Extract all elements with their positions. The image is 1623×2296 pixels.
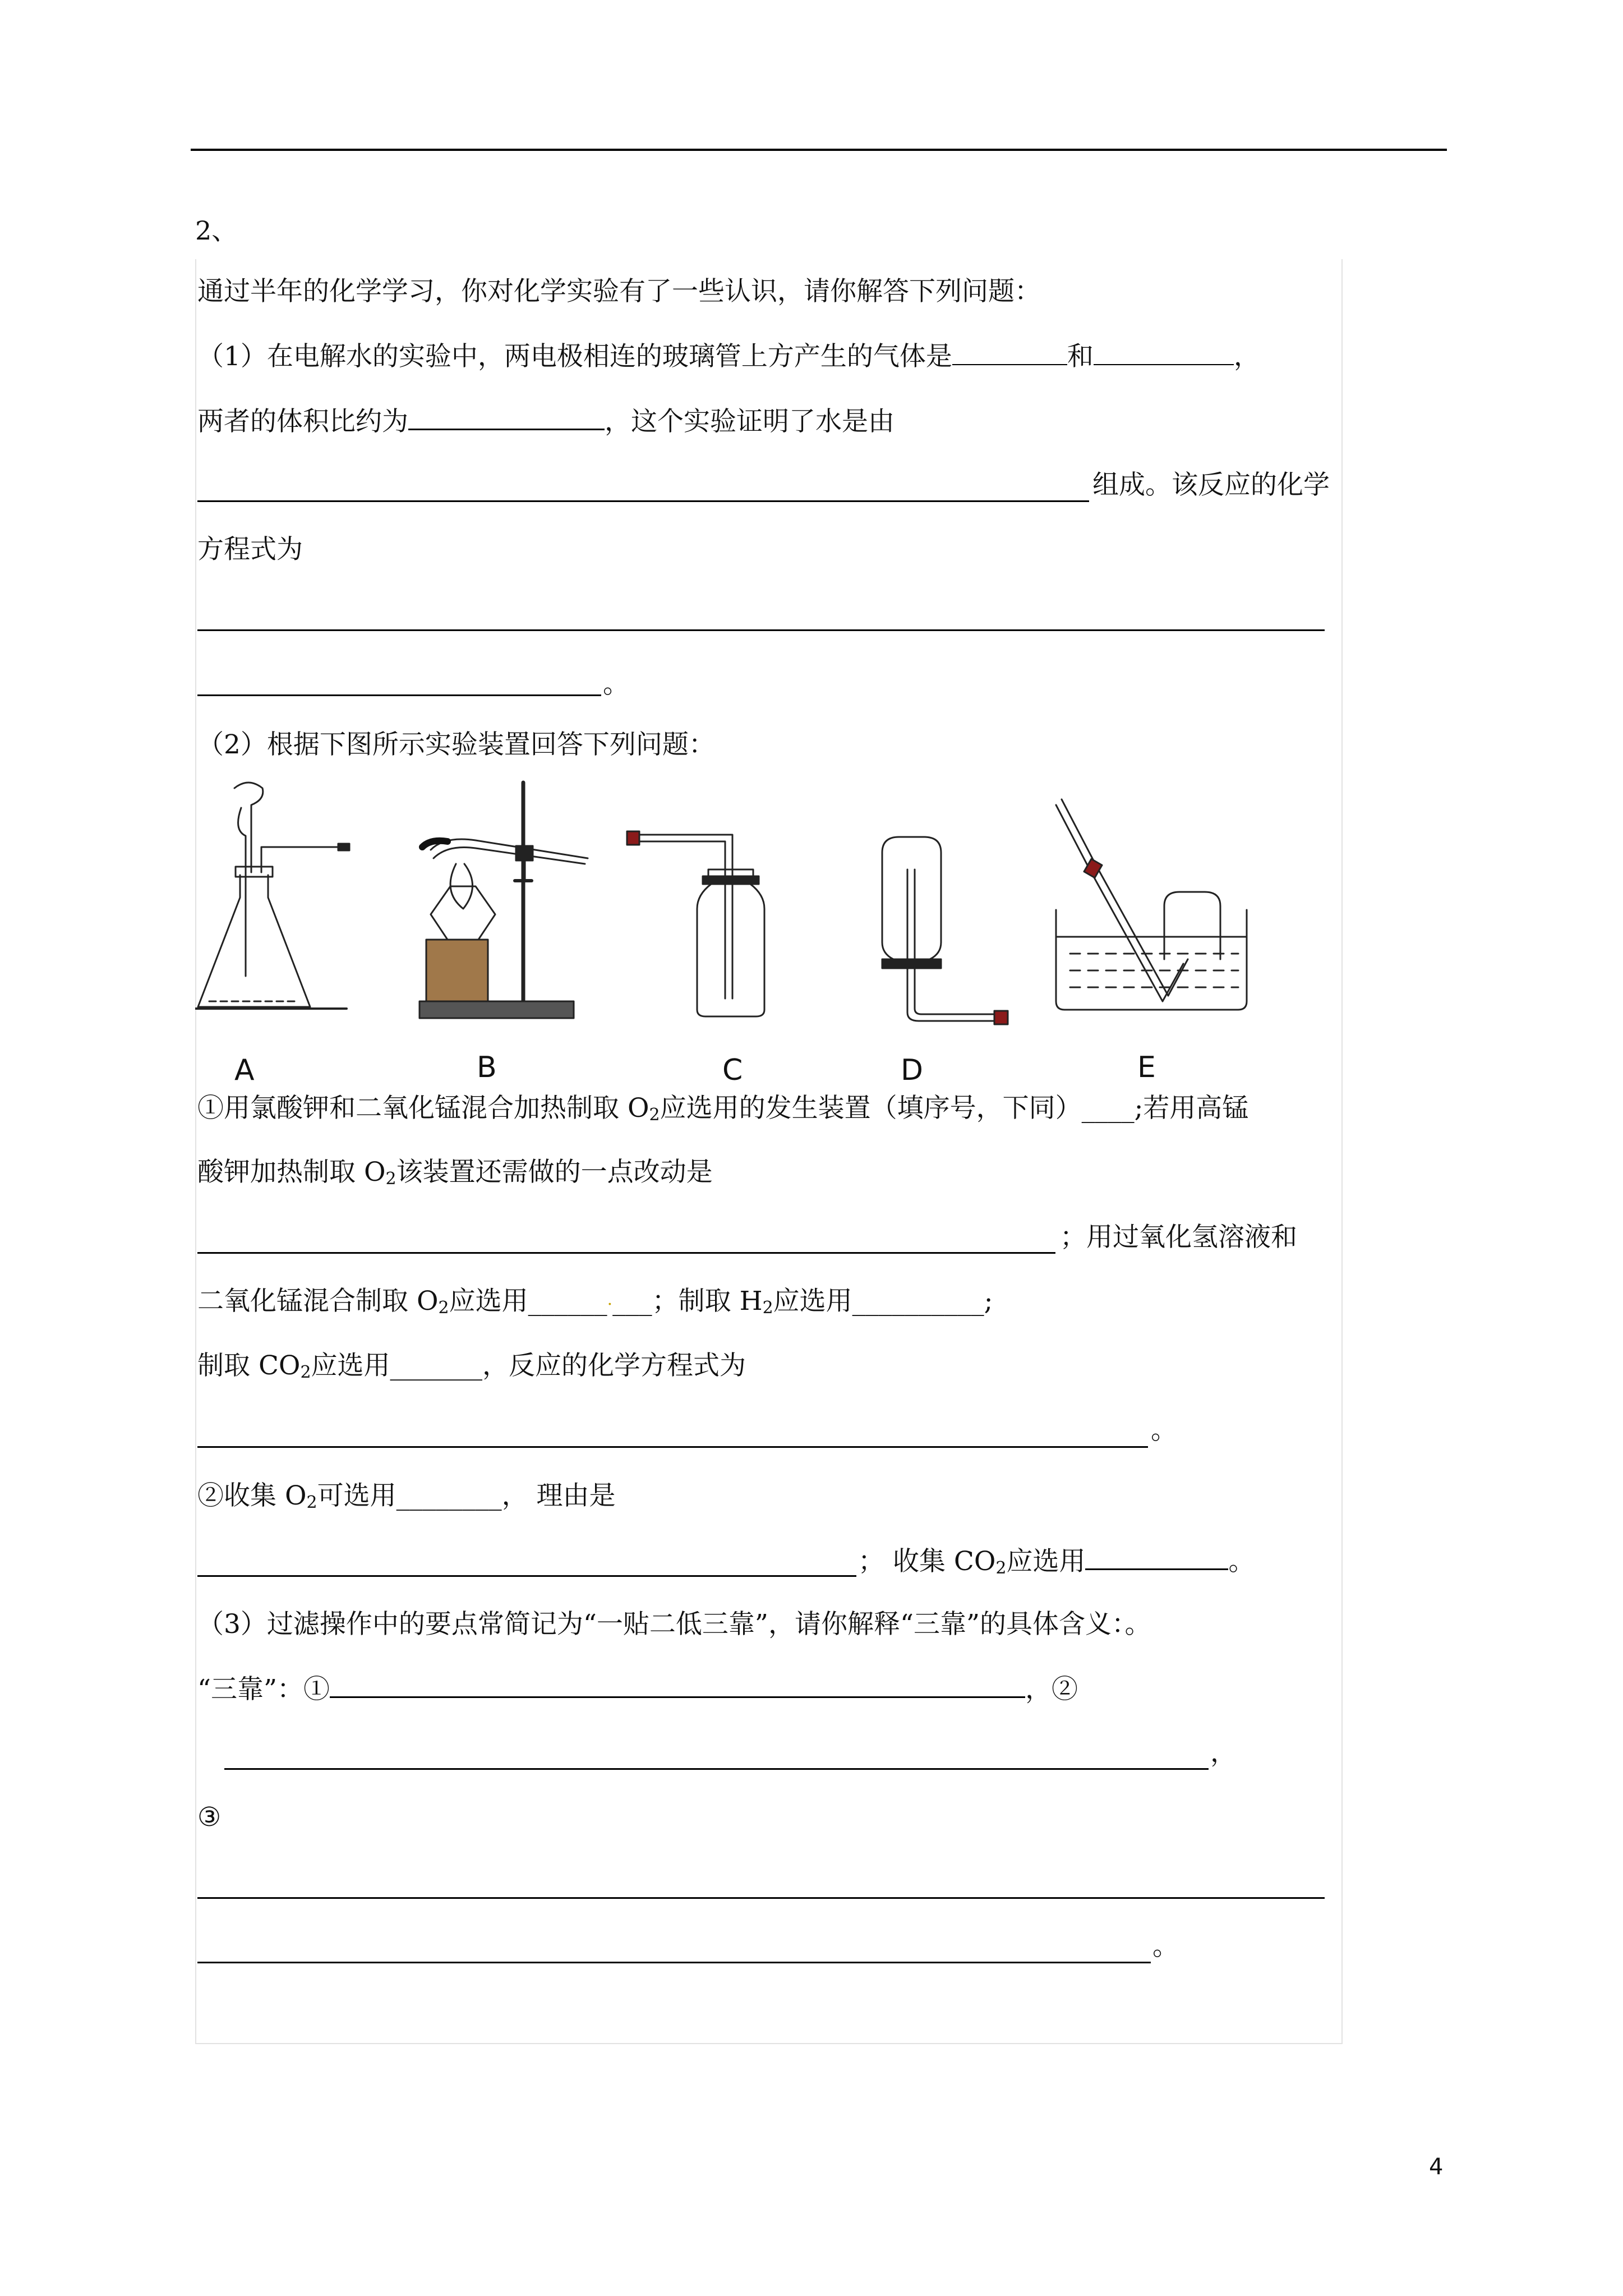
q1-text: 应选用的发生装置（填序号，下同） — [660, 1093, 1082, 1124]
apparatus-figure — [195, 774, 1283, 1088]
answer-blank[interactable] — [330, 1672, 1025, 1698]
q1-text: 二氧化锰混合制取 O — [197, 1286, 439, 1317]
label-c: C — [722, 1053, 743, 1087]
answer-line[interactable] — [197, 1252, 1055, 1254]
q1-text: 应选用 — [311, 1350, 390, 1381]
q2-text: 应选用 — [1006, 1546, 1086, 1577]
part1-line3: 组成。该反应的化学 — [1092, 470, 1330, 500]
answer-blank[interactable]: ____ — [1081, 1093, 1135, 1124]
part3-text: ，② — [1025, 1674, 1078, 1705]
q2-text: ②收集 O — [197, 1480, 307, 1511]
label-d: D — [901, 1053, 924, 1087]
question-number: 2、 — [195, 215, 238, 246]
q1-text: ;若用高锰 — [1134, 1093, 1249, 1124]
answer-line[interactable] — [224, 1768, 1209, 1770]
answer-line[interactable] — [197, 694, 601, 696]
answer-blank[interactable]: _______ — [390, 1350, 483, 1381]
apparatus-b-heating-stand-icon — [419, 783, 588, 1018]
apparatus-e-water-trough-icon — [1056, 799, 1247, 1010]
part3-line4: ③ — [197, 1802, 222, 1833]
q1-text: 制取 CO — [197, 1350, 301, 1381]
part1-text: ，这个实验证明了水是由 — [605, 406, 895, 437]
answer-line[interactable] — [197, 1575, 856, 1577]
part2-intro: （2）根据下图所示实验装置回答下列问题： — [197, 729, 715, 760]
q1-text: ，反应的化学方程式为 — [482, 1350, 746, 1381]
part2-q2-line1: ②收集 $O_2$可选用________， 理由是 — [197, 1480, 616, 1512]
part2-q1-line2: 酸钾加热制取 $O_2$该装置还需做的一点改动是 — [197, 1157, 713, 1189]
part3-line2 — [197, 1672, 1078, 1706]
label-b: B — [477, 1051, 497, 1084]
part1-text: 两者的体积比约为 — [197, 406, 408, 437]
answer-line[interactable] — [197, 629, 1325, 631]
answer-blank[interactable]: ___ — [612, 1286, 652, 1317]
q1-text: ；制取 H — [652, 1286, 763, 1317]
header-rule — [191, 149, 1447, 151]
q2-text: 。 — [1228, 1546, 1255, 1577]
q1-text: 应选用 — [773, 1286, 852, 1317]
part2-q1-line1: ①用氯酸钾和二氧化锰混合加热制取 $O_2$应选用的发生装置（填序号，下同）____;若用高锰 — [197, 1093, 1249, 1125]
part3-text: “三靠”：① — [197, 1674, 330, 1705]
answer-line[interactable] — [197, 1962, 1151, 1963]
answer-line[interactable] — [197, 1446, 1148, 1448]
question-frame — [195, 259, 1343, 2044]
answer-blank[interactable]: __________ — [852, 1286, 984, 1317]
part1-line4: 方程式为 — [197, 534, 303, 565]
answer-line[interactable] — [197, 1897, 1325, 1899]
q2-text: 可选用 — [317, 1480, 396, 1511]
part2-q1-line4: 二氧化锰混合制取 $O_2$应选用______·___；制取 $H_2$应选用__________; — [197, 1286, 993, 1318]
q1-text: ; — [984, 1286, 993, 1317]
part1-line2 — [197, 404, 895, 439]
q1-text: ①用氯酸钾和二氧化锰混合加热制取 O — [197, 1093, 649, 1124]
answer-blank[interactable] — [1094, 339, 1234, 365]
q2-text: ； 收集 CO — [858, 1546, 996, 1577]
part3-end: 。 — [1152, 1931, 1179, 1962]
apparatus-a-flask-icon — [195, 783, 349, 1009]
part1-line1 — [197, 339, 1260, 374]
part3-line3-end: ， — [1210, 1737, 1237, 1768]
intro-text: 通过半年的化学学习，你对化学实验有了一些认识，请你解答下列问题： — [197, 276, 1041, 307]
label-e: E — [1137, 1051, 1156, 1084]
answer-line[interactable] — [197, 500, 1089, 502]
answer-blank[interactable] — [1085, 1544, 1228, 1570]
q1-text: 酸钾加热制取 O — [197, 1157, 386, 1188]
stray-mark: · — [607, 1295, 613, 1314]
part1-end: 。 — [603, 669, 629, 700]
answer-blank[interactable]: ______ — [528, 1286, 607, 1317]
answer-blank[interactable]: ________ — [396, 1480, 502, 1511]
answer-blank[interactable] — [408, 404, 605, 430]
apparatus-d-inverted-bottle-icon — [882, 837, 1008, 1024]
part1-text: ， — [1233, 341, 1260, 372]
q2-text: ， 理由是 — [501, 1480, 616, 1511]
part3-line1: （3）过滤操作中的要点常简记为“一贴二低三靠”，请你解释“三靠”的具体含义：。 — [197, 1609, 1151, 1640]
part1-text: 和 — [1067, 341, 1094, 372]
q1-text: 该装置还需做的一点改动是 — [396, 1157, 713, 1188]
part2-q1-end: 。 — [1151, 1415, 1177, 1446]
part2-q1-line5: 制取 $CO_2$应选用_______，反应的化学方程式为 — [197, 1350, 746, 1382]
part1-text: （1）在电解水的实验中，两电极相连的玻璃管上方产生的气体是 — [197, 341, 952, 372]
label-a: A — [234, 1053, 255, 1087]
q1-text: 应选用 — [449, 1286, 528, 1317]
page-number: 4 — [1429, 2154, 1444, 2180]
apparatus-c-gas-bottle-icon — [627, 831, 764, 1016]
answer-blank[interactable] — [952, 339, 1067, 365]
part2-q2-line2: ； 收集 $CO_2$应选用 。 — [858, 1544, 1255, 1585]
part2-q1-line3: ；用过氧化氢溶液和 — [1060, 1222, 1297, 1253]
